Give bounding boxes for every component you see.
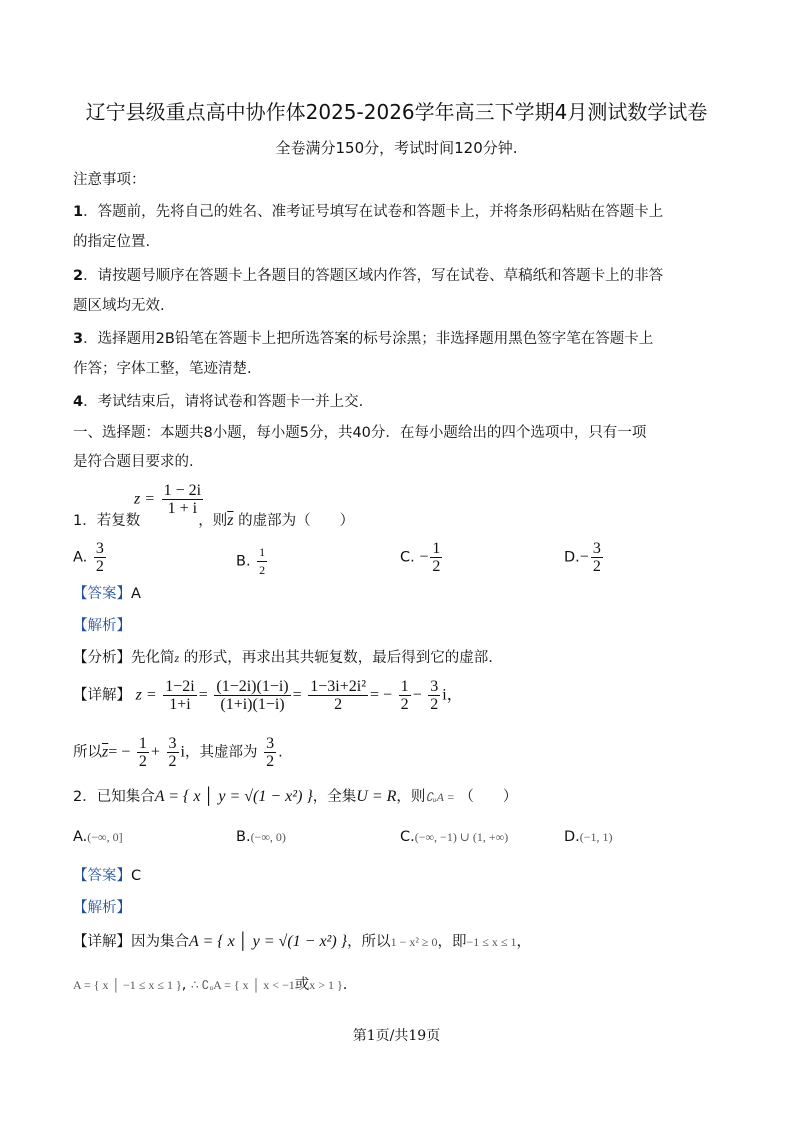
q2-stem: 2．已知集合A = { x │ y = √(1 − x²) }，全集U = R，则∁ᵤA = （ ） xyxy=(73,788,518,805)
q2-answer: 【答案】C xyxy=(73,868,142,884)
q1-option-a[interactable]: A. $\frac{3}{2}$ xyxy=(73,540,104,575)
q2-option-c[interactable]: C.(−∞, −1) ∪ (1, +∞) xyxy=(400,829,509,845)
notice-1: 1．答题前，先将自己的姓名、准考证号填写在试卷和答题卡上，并将条形码粘贴在答题卡上 xyxy=(73,204,664,220)
q1-conclusion: 所以$\overline{z}=$ − $\frac{1}{2}$ + $\frac{3}{2}$ i，其虚部为 $\frac{3}{2}$ . xyxy=(73,735,283,770)
notice-heading: 注意事项： xyxy=(73,172,146,188)
section-heading-line1: 一、选择题：本题共8小题，每小题5分，共40分．在每小题给出的四个选项中，只有一项 xyxy=(73,425,647,441)
q2-analysis-tag: 【解析】 xyxy=(73,900,131,916)
notice-3: 3．选择题用2B铅笔在答题卡上把所选答案的标号涂黑；非选择题用黑色签字笔在答题卡上 xyxy=(73,331,654,347)
q1-equation: z = $\frac{1 - 2i}{1 + i}$ xyxy=(134,482,202,517)
q2-option-b[interactable]: B.(−∞, 0) xyxy=(236,829,286,845)
q1-detail: 【详解】 z = $\frac{1-2i}{1+i}$ = $\frac{(1-2i)(1-i)}{(1+i)(1-i)}$ = $\frac{\text{1−3i+2i²}}{2}$ = − $\frac{1}{2}$ − $\frac{3}{2}$ i， xyxy=(73,678,463,713)
section-heading-line2: 是符合题目要求的. xyxy=(73,454,194,470)
q1-option-c[interactable]: C. − $\frac{1}{2}$ xyxy=(400,540,441,575)
notice-3-cont: 作答；字体工整，笔迹清楚. xyxy=(73,361,252,377)
q1-answer: 【答案】A xyxy=(73,586,141,602)
q1-fenxi: 【分析】先化简z 的形式，再求出其共轭复数，最后得到它的虚部. xyxy=(73,650,493,666)
page-title: 辽宁县级重点高中协作体2025-2026学年高三下学期4月测试数学试卷 xyxy=(85,100,708,124)
notice-2: 2．请按题号顺序在答题卡上各题目的答题区域内作答，写在试卷、草稿纸和答题卡上的非答 xyxy=(73,268,664,284)
q2-detail-line2: A = { x │ −1 ≤ x ≤ 1 }, ∴ ∁ᵤA = { x │ x < −1或x > 1 }. xyxy=(73,977,348,993)
page-subtitle: 全卷满分150分，考试时间120分钟. xyxy=(275,139,518,157)
page-footer: 第1页/共19页 xyxy=(352,1028,441,1044)
q2-detail-line1: 【详解】因为集合A = { x │ y = √(1 − x²) }，所以1 − x² ≥ 0，即−1 ≤ x ≤ 1， xyxy=(73,933,531,950)
notice-4: 4．考试结束后，请将试卷和答题卡一并上交. xyxy=(73,394,364,410)
notice-2-cont: 题区域均无效. xyxy=(73,298,165,314)
q1-analysis-tag: 【解析】 xyxy=(73,618,131,634)
q1-stem: 1．若复数 ，则$\overline{z}$ 的虚部为（ ） xyxy=(73,512,355,529)
q1-option-b[interactable]: B. $\frac{1}{2}$ xyxy=(236,545,266,577)
q1-option-d[interactable]: D.− $\frac{3}{2}$ xyxy=(564,540,601,575)
q2-option-d[interactable]: D.(−1, 1) xyxy=(564,829,613,845)
q2-option-a[interactable]: A.(−∞, 0] xyxy=(73,829,123,845)
notice-1-cont: 的指定位置. xyxy=(73,234,151,250)
